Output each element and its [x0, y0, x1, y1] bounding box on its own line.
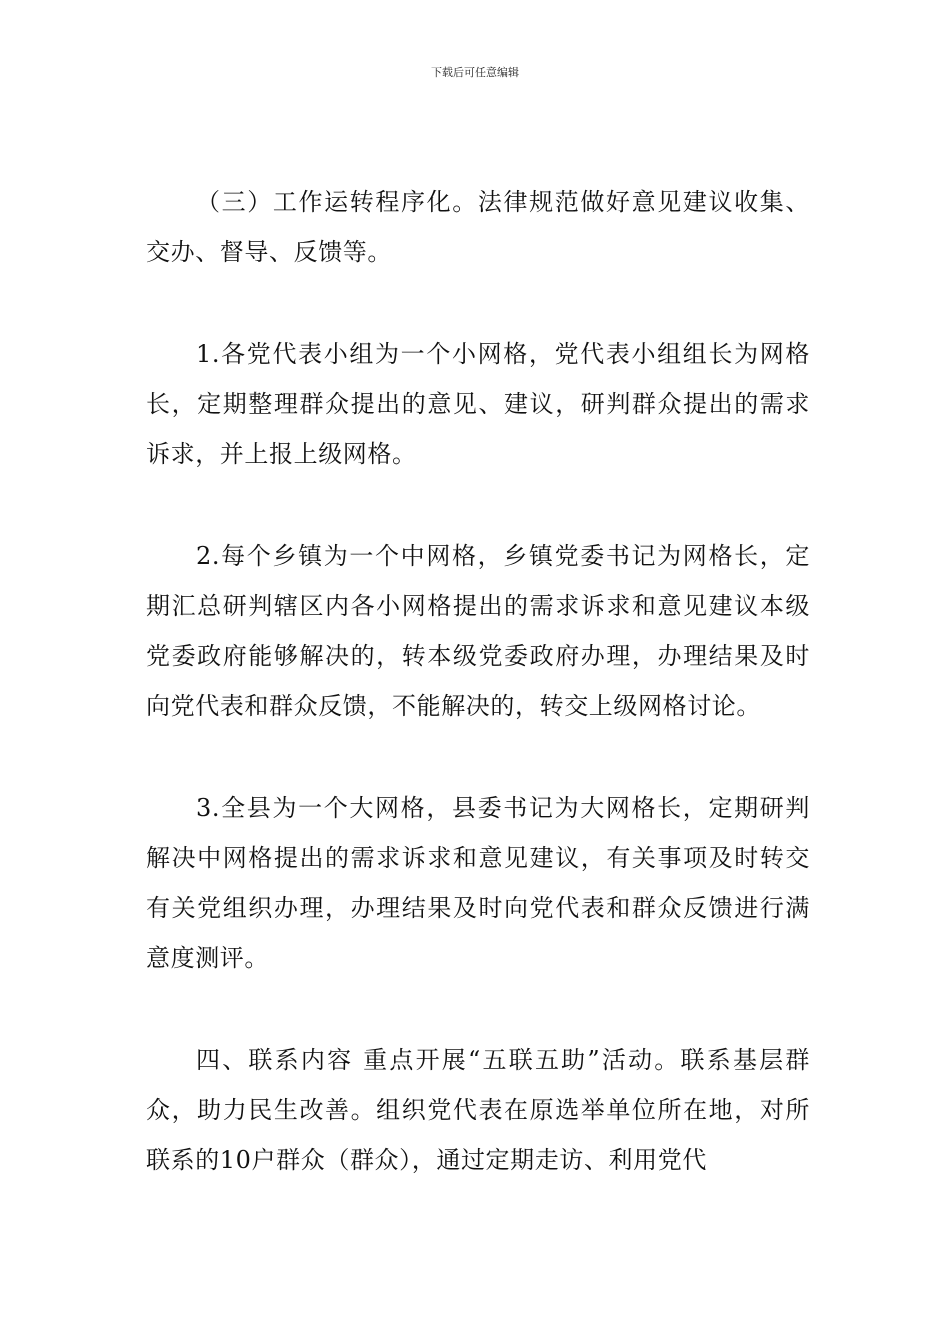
- paragraph-section-4: 四、联系内容 重点开展“五联五助”活动。联系基层群众，助力民生改善。组织党代表在原选举单位所在地，对所联系的10户群众（群众），通过定期走访、利用党代: [146, 1046, 810, 1174]
- paragraph-item-1: 1.各党代表小组为一个小网格，党代表小组组长为网格长，定期整理群众提出的意见、建议，研判群众提出的需求诉求，并上报上级网格。: [146, 340, 810, 468]
- document-body: [146, 177, 810, 1237]
- paragraph-item-2: 2.每个乡镇为一个中网格，乡镇党委书记为网格长，定期汇总研判辖区内各小网格提出的需求诉求和意见建议本级党委政府能够解决的，转本级党委政府办理，办理结果及时向党代表和群众反馈，不能解决的，转交上级网格讨论。: [146, 542, 810, 720]
- paragraph-item-3: 3.全县为一个大网格，县委书记为大网格长，定期研判解决中网格提出的需求诉求和意见建议，有关事项及时转交有关党组织办理，办理结果及时向党代表和群众反馈进行满意度测评。: [146, 794, 810, 972]
- page-header: 下载后可任意编辑: [431, 66, 519, 79]
- paragraph-section-3: （三）工作运转程序化。法律规范做好意见建议收集、交办、督导、反馈等。: [146, 188, 810, 266]
